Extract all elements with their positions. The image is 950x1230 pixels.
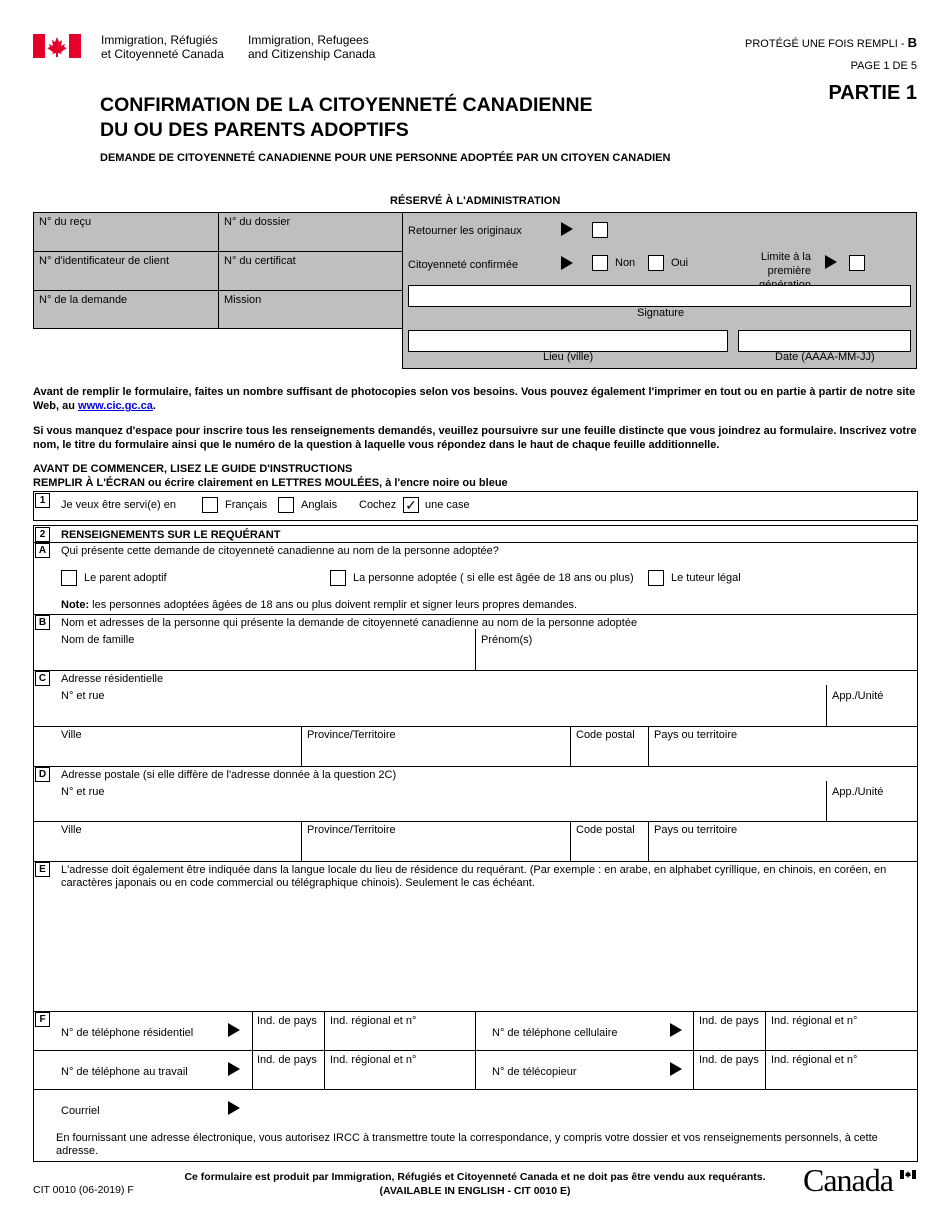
return-originals-checkbox[interactable] <box>592 222 608 238</box>
fax-label: N° de télécopieur <box>492 1066 577 1078</box>
service-language-label: Je veux être servi(e) en <box>61 499 176 511</box>
french-label: Français <box>225 499 268 511</box>
arrow-icon <box>228 1101 240 1115</box>
province-label: Province/Territoire <box>307 729 396 741</box>
section-letter: C <box>35 671 50 686</box>
english-label: Anglais <box>301 499 338 511</box>
mailing-address-label: Adresse postale (si elle diffère de l'adresse donnée à la question 2C) <box>61 769 397 781</box>
question-number: 2 <box>35 527 50 542</box>
admin-heading: RÉSERVÉ À L'ADMINISTRATION <box>390 195 561 207</box>
form-id: CIT 0010 (06-2019) F <box>33 1184 134 1196</box>
canada-wordmark-flag-icon <box>900 1166 916 1175</box>
signature-field[interactable] <box>408 285 911 307</box>
applicant-info-heading: RENSEIGNEMENTS SUR LE REQUÉRANT <box>61 529 281 541</box>
local-language-address-input[interactable] <box>54 894 914 1009</box>
street-label: N° et rue <box>61 786 105 798</box>
certificate-label: N° du certificat <box>224 255 296 267</box>
page-number: PAGE 1 DE 5 <box>850 60 917 72</box>
intro-paragraph-1: Avant de remplir le formulaire, faites un nombre suffisant de photocopies selon vos besoins. Vous pouvez également l'imprimer en tout ou en partie à partir de notre site Web, au www.cic.gc.ca. <box>33 386 916 412</box>
name-address-label: Nom et adresses de la personne qui présente la demande de citoyenneté canadienne au nom de la personne adoptée <box>61 617 638 629</box>
adopted-person-checkbox[interactable] <box>330 570 346 586</box>
receipt-label: N° du reçu <box>39 216 92 228</box>
country-code-label: Ind. de pays <box>257 1015 317 1027</box>
postal-code-label: Code postal <box>576 729 635 741</box>
work-phone-label: N° de téléphone au travail <box>61 1066 188 1078</box>
family-name-label: Nom de famille <box>61 634 135 646</box>
non-label: Non <box>615 257 636 269</box>
local-language-note: L'adresse doit également être indiquée dans la langue locale du lieu de résidence du requérant. (Par exemple : en arabe, en alphabet cyrillique, en chinois, en coréen, en caractères japonais ou en code commercial ou télégraphique chinois). Seulement le cas échéant. <box>61 864 887 889</box>
arrow-icon <box>228 1062 240 1076</box>
residential-address-label: Adresse résidentielle <box>61 673 164 685</box>
email-consent-note: En fournissant une adresse électronique, vous autorisez IRCC à transmettre toute la correspondance, y compris votre dossier et vos renseignements personnels, à cette adresse. <box>56 1132 878 1157</box>
home-phone-label: N° de téléphone résidentiel <box>61 1027 194 1039</box>
given-names-input[interactable] <box>476 629 917 670</box>
date-field[interactable] <box>738 330 911 352</box>
department-name-en: Immigration, Refugees and Citizenship Canada <box>248 33 376 61</box>
page-subtitle: DEMANDE DE CITOYENNETÉ CANADIENNE POUR UNE PERSONNE ADOPTÉE PAR UN CITOYEN CANADIEN <box>100 152 671 164</box>
admin-right-panel <box>402 212 917 369</box>
section-letter: D <box>35 767 50 782</box>
section-letter: E <box>35 862 50 877</box>
instructions-notice: AVANT DE COMMENCER, LISEZ LE GUIDE D'INSTRUCTIONS REMPLIR À L'ÉCRAN ou écrire clairement en LETTRES MOULÉES, à l'encre noire ou bleue <box>33 463 508 489</box>
apt-label: App./Unité <box>832 690 884 702</box>
admin-left-grid <box>33 212 403 329</box>
section-letter: F <box>35 1012 50 1027</box>
city-label: Ville <box>61 729 82 741</box>
citizenship-confirmed-label: Citoyenneté confirmée <box>408 259 519 271</box>
area-code-label: Ind. régional et n° <box>771 1054 858 1066</box>
place-field[interactable] <box>408 330 728 352</box>
legal-guardian-label: Le tuteur légal <box>671 572 741 584</box>
canada-flag-logo <box>33 34 81 58</box>
province-label: Province/Territoire <box>307 824 396 836</box>
protected-label: PROTÉGÉ UNE FOIS REMPLI - B <box>745 35 917 50</box>
signature-label: Signature <box>637 307 685 319</box>
area-code-label: Ind. régional et n° <box>771 1015 858 1027</box>
legal-guardian-checkbox[interactable] <box>648 570 664 586</box>
family-name-input[interactable] <box>34 629 475 670</box>
page-title: CONFIRMATION DE LA CITOYENNETÉ CANADIENNE DU OU DES PARENTS ADOPTIFS <box>100 94 593 141</box>
application-label: N° de la demande <box>39 294 128 306</box>
city-label: Ville <box>61 824 82 836</box>
adopted-person-label: La personne adoptée ( si elle est âgée de 18 ans ou plus) <box>353 572 634 584</box>
street-label: N° et rue <box>61 690 105 702</box>
french-checkbox[interactable] <box>202 497 218 513</box>
department-name-fr: Immigration, Réfugiés et Citoyenneté Canada <box>101 33 224 61</box>
note-text: Note: les personnes adoptées âgées de 18 ans ou plus doivent remplir et signer leurs propres demandes. <box>61 599 578 611</box>
english-checkbox[interactable] <box>278 497 294 513</box>
arrow-icon <box>561 256 573 270</box>
area-code-label: Ind. régional et n° <box>330 1015 417 1027</box>
date-label: Date (AAAA-MM-JJ) <box>775 351 875 363</box>
file-label: N° du dossier <box>224 216 291 228</box>
email-label: Courriel <box>61 1105 100 1117</box>
cic-website-link[interactable]: www.cic.gc.ca <box>78 400 153 412</box>
area-code-label: Ind. régional et n° <box>330 1054 417 1066</box>
postal-code-label: Code postal <box>576 824 635 836</box>
question-1-row <box>33 491 918 521</box>
one-box-label: une case <box>425 499 470 511</box>
footer-notice: Ce formulaire est produit par Immigration, Réfugiés et Citoyenneté Canada et ne doit pas être vendu aux requérants. (AVAILABLE IN ENGLISH - CIT 0010 E) <box>184 1171 766 1197</box>
adoptive-parent-label: Le parent adoptif <box>84 572 167 584</box>
canada-wordmark: Canada <box>803 1162 893 1198</box>
question-number: 1 <box>35 493 50 508</box>
checkmark-icon: ✓ <box>403 497 419 513</box>
intro-paragraph-2: Si vous manquez d'espace pour inscrire tous les renseignements demandés, veuillez poursuivre sur une feuille distincte que vous joindrez au formulaire. Inscrivez votre nom, le titre du formulaire ainsi que le numéro de la question à laquelle vous répondez dans le haut de chaque feuille additionnelle. <box>33 425 917 451</box>
section-letter: A <box>35 543 50 558</box>
who-applies-question: Qui présente cette demande de citoyenneté canadienne au nom de la personne adoptée? <box>61 545 499 557</box>
client-id-label: N° d'identificateur de client <box>39 255 170 267</box>
arrow-icon <box>670 1023 682 1037</box>
adoptive-parent-checkbox[interactable] <box>61 570 77 586</box>
first-generation-limit-label: Limite à la première <box>760 251 811 277</box>
arrow-icon <box>670 1062 682 1076</box>
given-names-label: Prénom(s) <box>481 634 533 646</box>
arrow-icon <box>825 255 837 269</box>
first-generation-checkbox[interactable] <box>849 255 865 271</box>
confirmed-non-checkbox[interactable] <box>592 255 608 271</box>
email-input[interactable] <box>252 1092 912 1120</box>
place-label: Lieu (ville) <box>543 351 594 363</box>
part-label: PARTIE 1 <box>828 82 917 104</box>
country-label: Pays ou territoire <box>654 824 738 836</box>
arrow-icon <box>228 1023 240 1037</box>
arrow-icon <box>561 222 573 236</box>
section-letter: B <box>35 615 50 630</box>
country-code-label: Ind. de pays <box>257 1054 317 1066</box>
country-label: Pays ou territoire <box>654 729 738 741</box>
check-label: Cochez <box>359 499 397 511</box>
cell-phone-label: N° de téléphone cellulaire <box>492 1027 618 1039</box>
country-code-label: Ind. de pays <box>699 1015 759 1027</box>
return-originals-label: Retourner les originaux <box>408 225 522 237</box>
country-code-label: Ind. de pays <box>699 1054 759 1066</box>
apt-label: App./Unité <box>832 786 884 798</box>
confirmed-oui-checkbox[interactable] <box>648 255 664 271</box>
oui-label: Oui <box>671 257 689 269</box>
mission-label: Mission <box>224 294 262 306</box>
question-2-section <box>33 525 918 1162</box>
